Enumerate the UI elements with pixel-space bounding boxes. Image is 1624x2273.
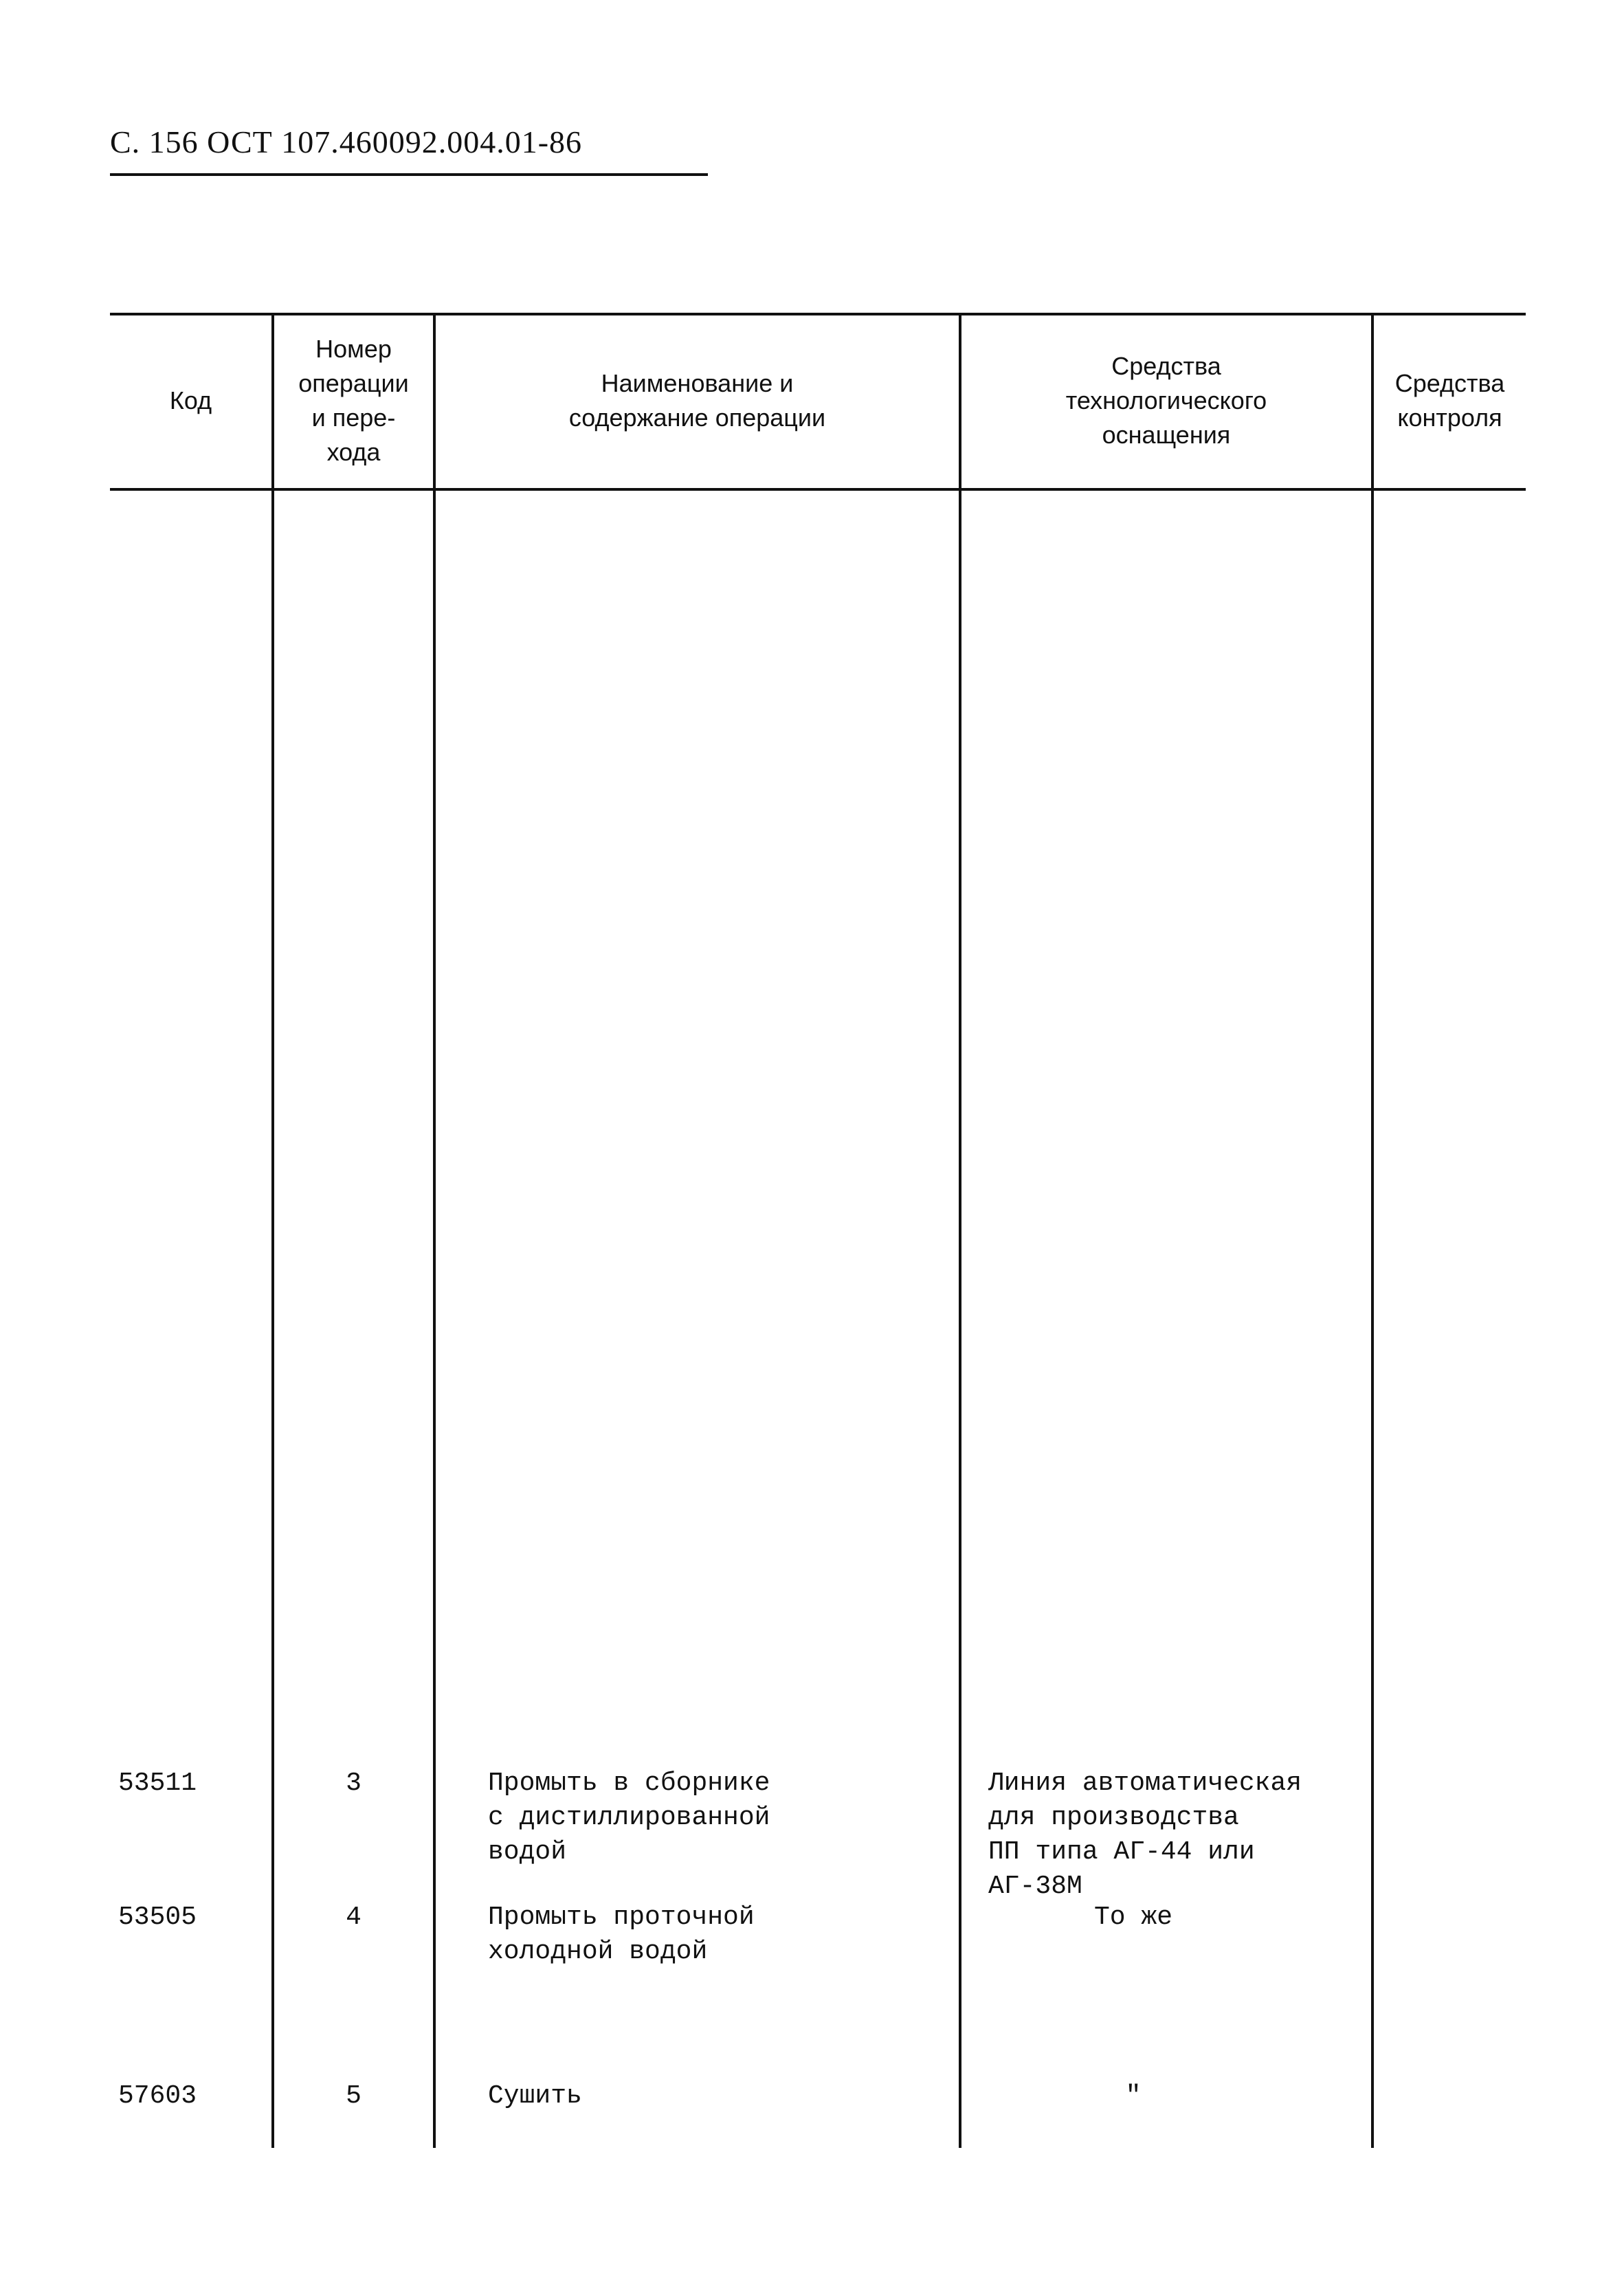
header-operation-name: Наименование и содержание операции (568, 368, 826, 432)
row-code: 57603 (118, 2081, 197, 2111)
row-code: 53511 (118, 1768, 197, 1798)
operations-table (110, 313, 1526, 2148)
header-control: Средства контроля (1394, 368, 1505, 432)
row-equipment: То же (1093, 1903, 1173, 1932)
header-equipment: Средства технологического оснащения (1065, 351, 1267, 449)
page-header: С. 156 ОСТ 107.460092.004.01-86 (110, 124, 583, 159)
row-number: 3 (346, 1768, 361, 1798)
row-number: 4 (346, 1903, 361, 1932)
header-code: Код (169, 386, 212, 414)
row-name: Сушить (488, 2081, 582, 2111)
table-header-border (110, 488, 1526, 491)
row-equipment: " (1125, 2081, 1142, 2111)
column-divider (433, 313, 436, 2148)
header-underline (110, 173, 708, 176)
header-operation-number: Номер операции и пере- хода (298, 334, 409, 466)
row-code: 53505 (118, 1903, 197, 1932)
row-name: Промыть в сборнике с дистиллированной водой (488, 1768, 770, 1867)
row-equipment: Линия автоматическая для производства ПП типа АГ-44 или АГ-38М (988, 1768, 1302, 1901)
column-divider (271, 313, 274, 2148)
row-name: Промыть проточной холодной водой (488, 1903, 755, 1966)
row-number: 5 (346, 2081, 361, 2111)
column-divider (959, 313, 961, 2148)
